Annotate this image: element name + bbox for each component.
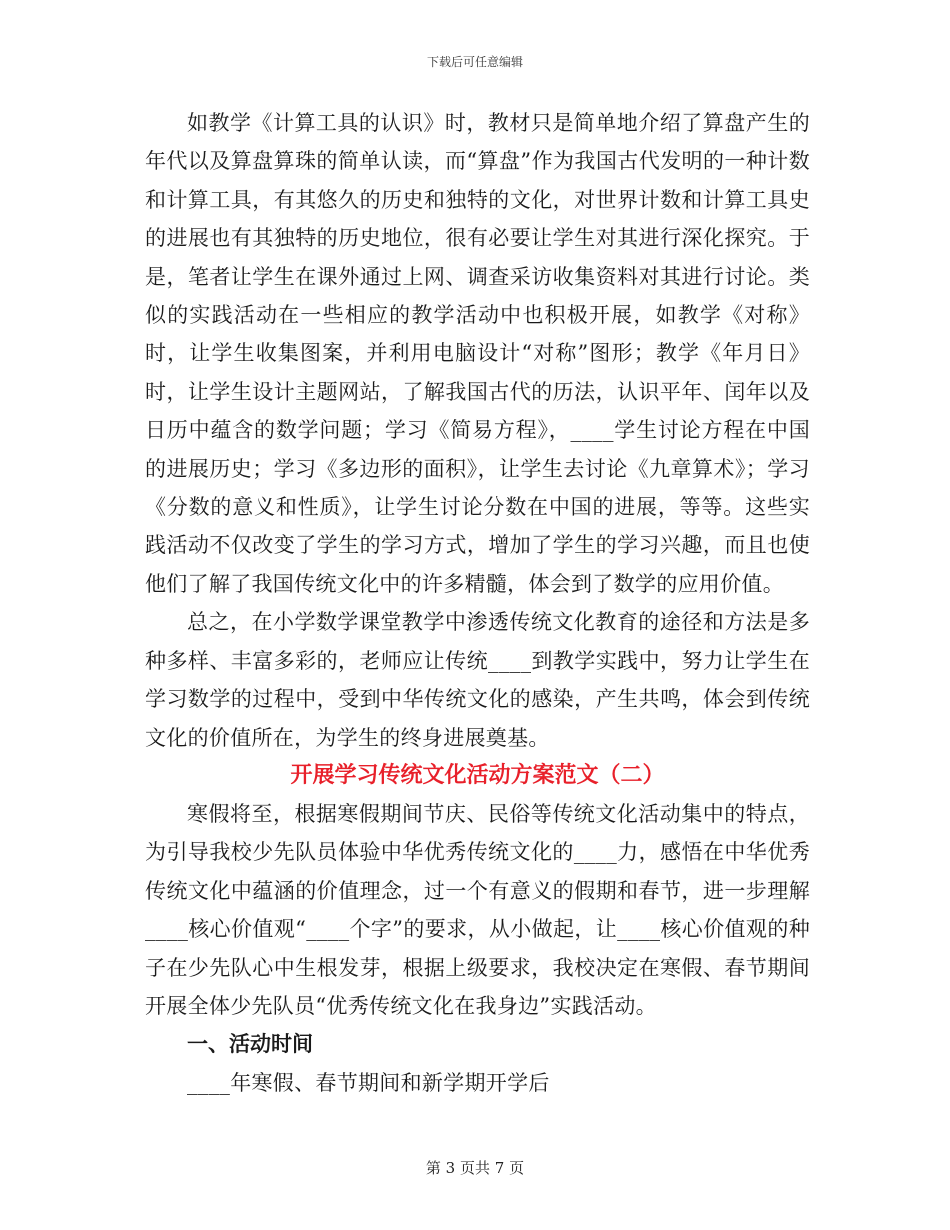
- paragraph-summary: 总之，在小学数学课堂教学中渗透传统文化教育的途径和方法是多种多样、丰富多彩的，老师应让传统____到教学实践中，努力让学生在学习数学的过程中，受到中华传统文化的感染，产生共鸣，体会到传统文化的价值所在，为学生的终身进展奠基。: [145, 610, 810, 750]
- section-title: 开展学习传统文化活动方案范文（二）: [290, 762, 665, 788]
- paragraph-calculation-tools: 如教学《计算工具的认识》时，教材只是简单地介绍了算盘产生的年代以及算盘算珠的简单认读，而“算盘”作为我国古代发明的一种计数和计算工具，有其悠久的历史和独特的文化，对世界计数和计算工具史的进展也有其独特的历史地位，很有必要让学生对其进行深化探究。于是，笔者让学生在课外通过上网、调查采访收集资料对其进行讨论。类似的实践活动在一些相应的教学活动中也积极开展，如教学《对称》时，让学生收集图案，并利用电脑设计“对称”图形；教学《年月日》时，让学生设计主题网站，了解我国古代的历法，认识平年、闰年以及日历中蕴含的数学问题；学习《简易方程》，____学生讨论方程在中国的进展历史；学习《多边形的面积》，让学生去讨论《九章算术》；学习《分数的意义和性质》，让学生讨论分数在中国的进展，等等。这些实践活动不仅改变了学生的学习方式，增加了学生的学习兴趣，而且也使他们了解了我国传统文化中的许多精髓，体会到了数学的应用价值。: [145, 111, 810, 596]
- page-header: 下载后可任意编辑: [426, 55, 523, 69]
- paragraph-activity-time: ____年寒假、春节期间和新学期开学后: [187, 1070, 550, 1095]
- page-footer: 第 3 页共 7 页: [425, 1159, 525, 1177]
- subheading-activity-time: 一、活动时间: [187, 1032, 313, 1057]
- paragraph-winter-vacation: 寒假将至，根据寒假期间节庆、民俗等传统文化活动集中的特点，为引导我校少先队员体验中华优秀传统文化的____力，感悟在中华优秀传统文化中蕴涵的价值理念，过一个有意义的假期和春节，进一步理解____核心价值观“____个字”的要求，从小做起，让____核心价值观的种子在少先队心中生根发芽，根据上级要求，我校决定在寒假、春节期间开展全体少先队员“优秀传统文化在我身边”实践活动。: [145, 801, 810, 1018]
- document-body: [145, 104, 810, 1102]
